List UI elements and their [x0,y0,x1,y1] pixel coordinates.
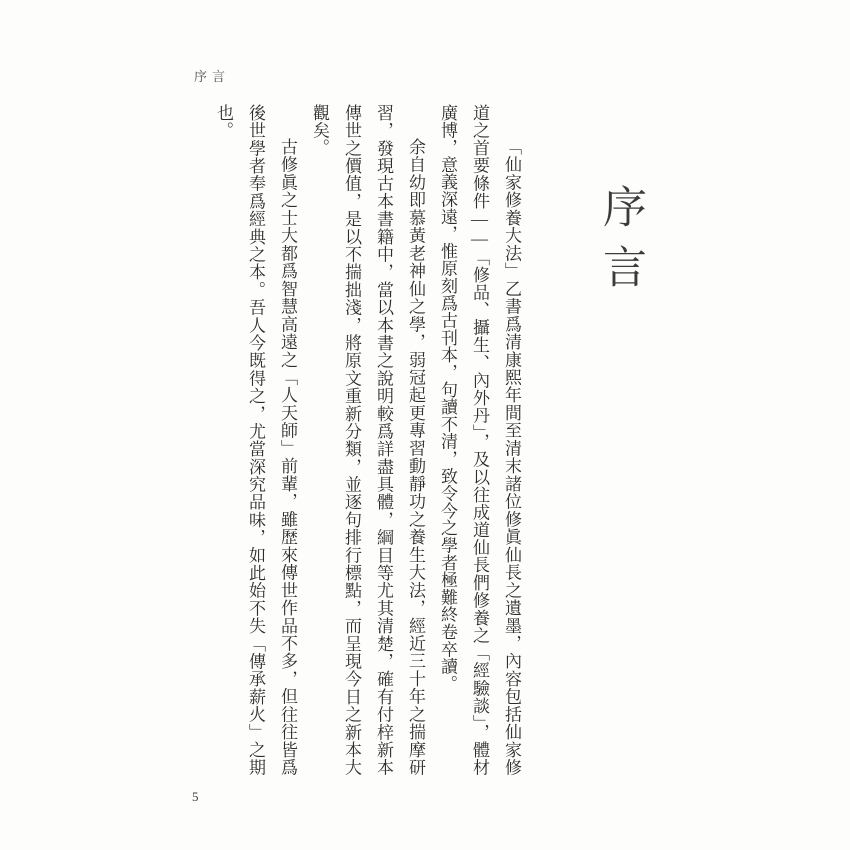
page-number: 5 [192,789,199,804]
preface-paragraph-1: 「仙家修養大法」乙書爲清康熙年間至清末諸位修眞仙長之遺墨，內容包括仙家修道之首要條件——「修品、攝生、內外丹」，及以往成道仙長們修養之「經驗談」，體材廣博，意義深遠，惟原刻爲古刊本，句讀不清，致令今之學者極難終卷卒讀。 [438,104,521,776]
preface-paragraph-3: 古修眞之士大都爲智慧高遠之「人天師」前輩，雖歷來傳世作品不多，但往往皆爲後世學者奉爲經典之本。吾人今既得之，尤當深究品味，如此始不失「傳承薪火」之期也。 [214,104,297,776]
running-header: 序言 [194,69,231,84]
preface-paragraph-2: 余自幼即慕黃老神仙之學，弱冠起更專習動靜功之養生大法，經近三十年之揣摩研習，發現古本書籍中，當以本書之說明較爲詳盡具體，綱目等尤其清楚，確有付梓新本傳世之價值，是以不揣拙淺，將原文重新分類，並逐句排行標點，而呈現今日之新本大觀矣。 [310,104,425,776]
chapter-title: 序言 [596,184,645,304]
preface-body [214,104,527,776]
